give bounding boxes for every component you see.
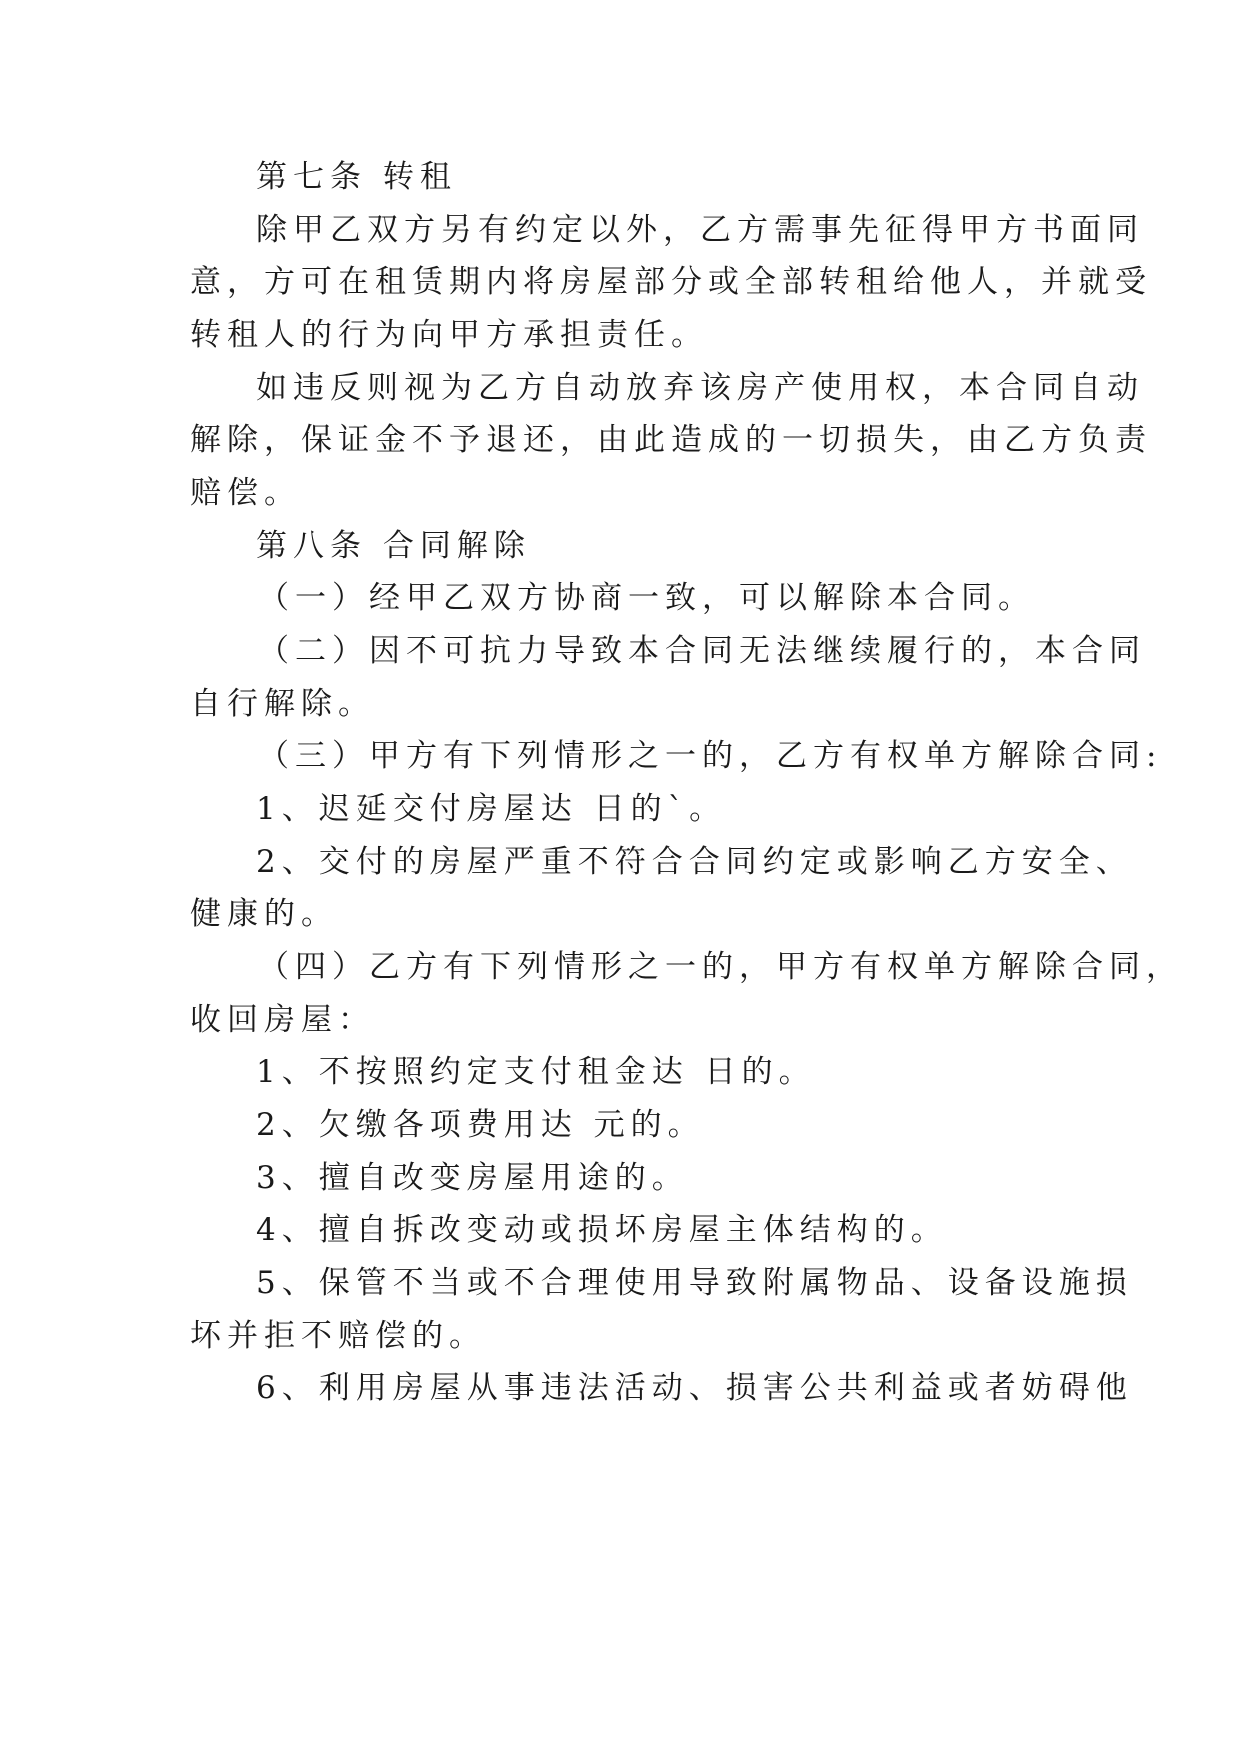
paragraph-line: 收回房屋： (190, 1002, 375, 1038)
paragraph-line: 坏并拒不赔偿的。 (190, 1318, 486, 1354)
article-8-heading: 第八条 合同解除 (256, 528, 531, 564)
clause-line: （三）甲方有下列情形之一的，乙方有权单方解除合同: (258, 738, 1163, 774)
paragraph-line: 如违反则视为乙方自动放弃该房产使用权，本合同自动 (256, 370, 1144, 406)
paragraph-line: 转租人的行为向甲方承担责任。 (190, 317, 708, 353)
paragraph-line: 意，方可在租赁期内将房屋部分或全部转租给他人，并就受 (190, 264, 1152, 300)
list-item: 6、利用房屋从事违法活动、损害公共利益或者妨碍他 (256, 1370, 1133, 1406)
clause-line: （二）因不可抗力导致本合同无法继续履行的，本合同 (258, 633, 1146, 669)
list-item: 4、擅自拆改变动或损坏房屋主体结构的。 (256, 1212, 948, 1248)
list-item: 1、迟延交付房屋达 日的`。 (256, 791, 727, 827)
paragraph-line: 除甲乙双方另有约定以外，乙方需事先征得甲方书面同 (256, 212, 1144, 248)
paragraph-line: 解除，保证金不予退还，由此造成的一切损失，由乙方负责 (190, 422, 1152, 458)
list-item: 1、不按照约定支付租金达 日的。 (256, 1054, 816, 1090)
list-item: 5、保管不当或不合理使用导致附属物品、设备设施损 (256, 1265, 1133, 1301)
clause-line: （一）经甲乙双方协商一致，可以解除本合同。 (258, 580, 1035, 616)
list-item: 3、擅自改变房屋用途的。 (256, 1160, 689, 1196)
paragraph-line: 自行解除。 (190, 686, 375, 722)
clause-line: （四）乙方有下列情形之一的，甲方有权单方解除合同， (258, 949, 1183, 985)
paragraph-line: 赔偿。 (190, 475, 301, 511)
list-item: 2、交付的房屋严重不符合合同约定或影响乙方安全、 (256, 844, 1133, 880)
article-7-heading: 第七条 转租 (256, 159, 457, 195)
list-item: 2、欠缴各项费用达 元的。 (256, 1107, 705, 1143)
paragraph-line: 健康的。 (190, 896, 338, 932)
